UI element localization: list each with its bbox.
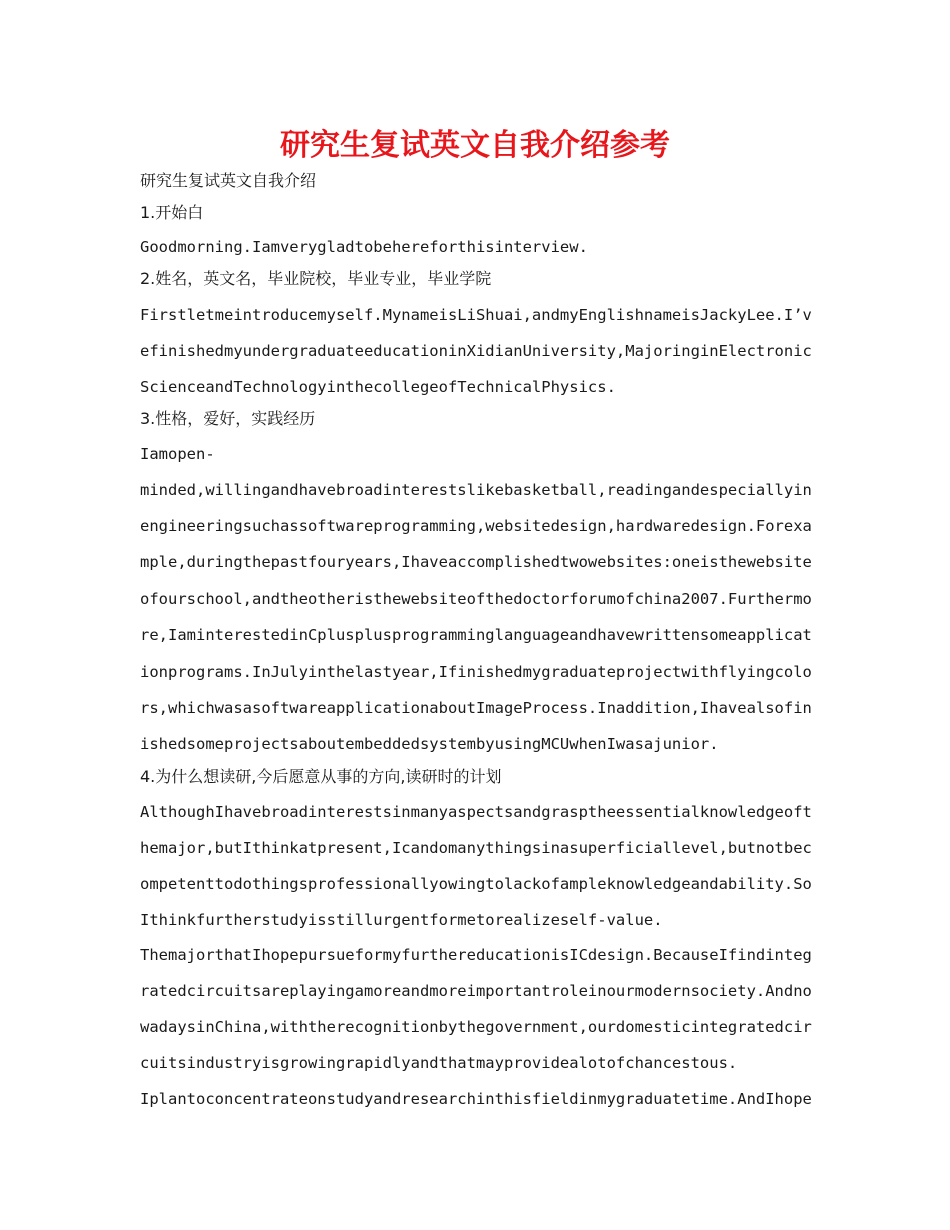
section-heading-2: 2.姓名，英文名，毕业院校，毕业专业，毕业学院 — [140, 269, 492, 288]
section-heading-3: 3.性格，爱好，实践经历 — [140, 409, 316, 428]
text-line: efinishedmyundergraduateeducationinXidianUniversity,MajoringinElectronic — [140, 342, 812, 360]
text-line: re,IaminterestedinCplusplusprogramminglanguageandhavewrittensomeapplicat — [140, 626, 812, 644]
text-line: ishedsomeprojectsaboutembeddedsystembyusingMCUwhenIwasajunior. — [140, 735, 719, 753]
text-line: ionprograms.InJulyinthelastyear,Ifinishedmygraduateprojectwithflyingcolo — [140, 663, 812, 681]
text-line: Goodmorning.Iamverygladtobehereforthisinterview. — [140, 238, 588, 256]
text-line: Iamopen- — [140, 445, 215, 463]
text-line: wadaysinChina,withtherecognitionbythegovernment,ourdomesticintegratedcir — [140, 1018, 812, 1036]
document-title: 研究生复试英文自我介绍参考 — [280, 128, 670, 163]
text-line: rs,whichwasasoftwareapplicationaboutImageProcess.Inaddition,Ihavealsofin — [140, 699, 812, 717]
text-line: cuitsindustryisgrowingrapidlyandthatmayprovidealotofchancestous. — [140, 1054, 738, 1072]
text-line: hemajor,butIthinkatpresent,Icandomanythingsinasuperficiallevel,butnotbec — [140, 839, 812, 857]
text-line: ompetenttodothingsprofessionallyowingtolackofampleknowledgeandability.So — [140, 875, 812, 893]
text-line: ratedcircuitsareplayingamoreandmoreimportantroleinourmodernsociety.Andno — [140, 982, 812, 1000]
text-line: Firstletmeintroducemyself.MynameisLiShuai,andmyEnglishnameisJackyLee.I’v — [140, 306, 812, 324]
text-line: Ithinkfurtherstudyisstillurgentformetorealizeself-value. — [140, 911, 663, 929]
text-line: Iplantoconcentrateonstudyandresearchinthisfieldinmygraduatetime.AndIhope — [140, 1090, 812, 1108]
text-line: mple,duringthepastfouryears,Ihaveaccomplishedtwowebsites:oneisthewebsite — [140, 553, 812, 571]
text-line: ScienceandTechnologyinthecollegeofTechnicalPhysics. — [140, 378, 616, 396]
subtitle-line: 研究生复试英文自我介绍 — [140, 171, 317, 190]
text-line: ofourschool,andtheotheristhewebsiteofthedoctorforumofchina2007.Furthermo — [140, 590, 812, 608]
text-line: ThemajorthatIhopepursueformyfurthereducationisICdesign.BecauseIfindinteg — [140, 946, 812, 964]
text-line: AlthoughIhavebroadinterestsinmanyaspectsandgrasptheessentialknowledgeoft — [140, 803, 812, 821]
section-heading-4: 4.为什么想读研,今后愿意从事的方向,读研时的计划 — [140, 767, 502, 786]
section-heading-1: 1.开始白 — [140, 203, 204, 222]
text-line: minded,willingandhavebroadinterestslikebasketball,readingandespeciallyin — [140, 481, 812, 499]
text-line: engineeringsuchassoftwareprogramming,websitedesign,hardwaredesign.Forexa — [140, 517, 812, 535]
